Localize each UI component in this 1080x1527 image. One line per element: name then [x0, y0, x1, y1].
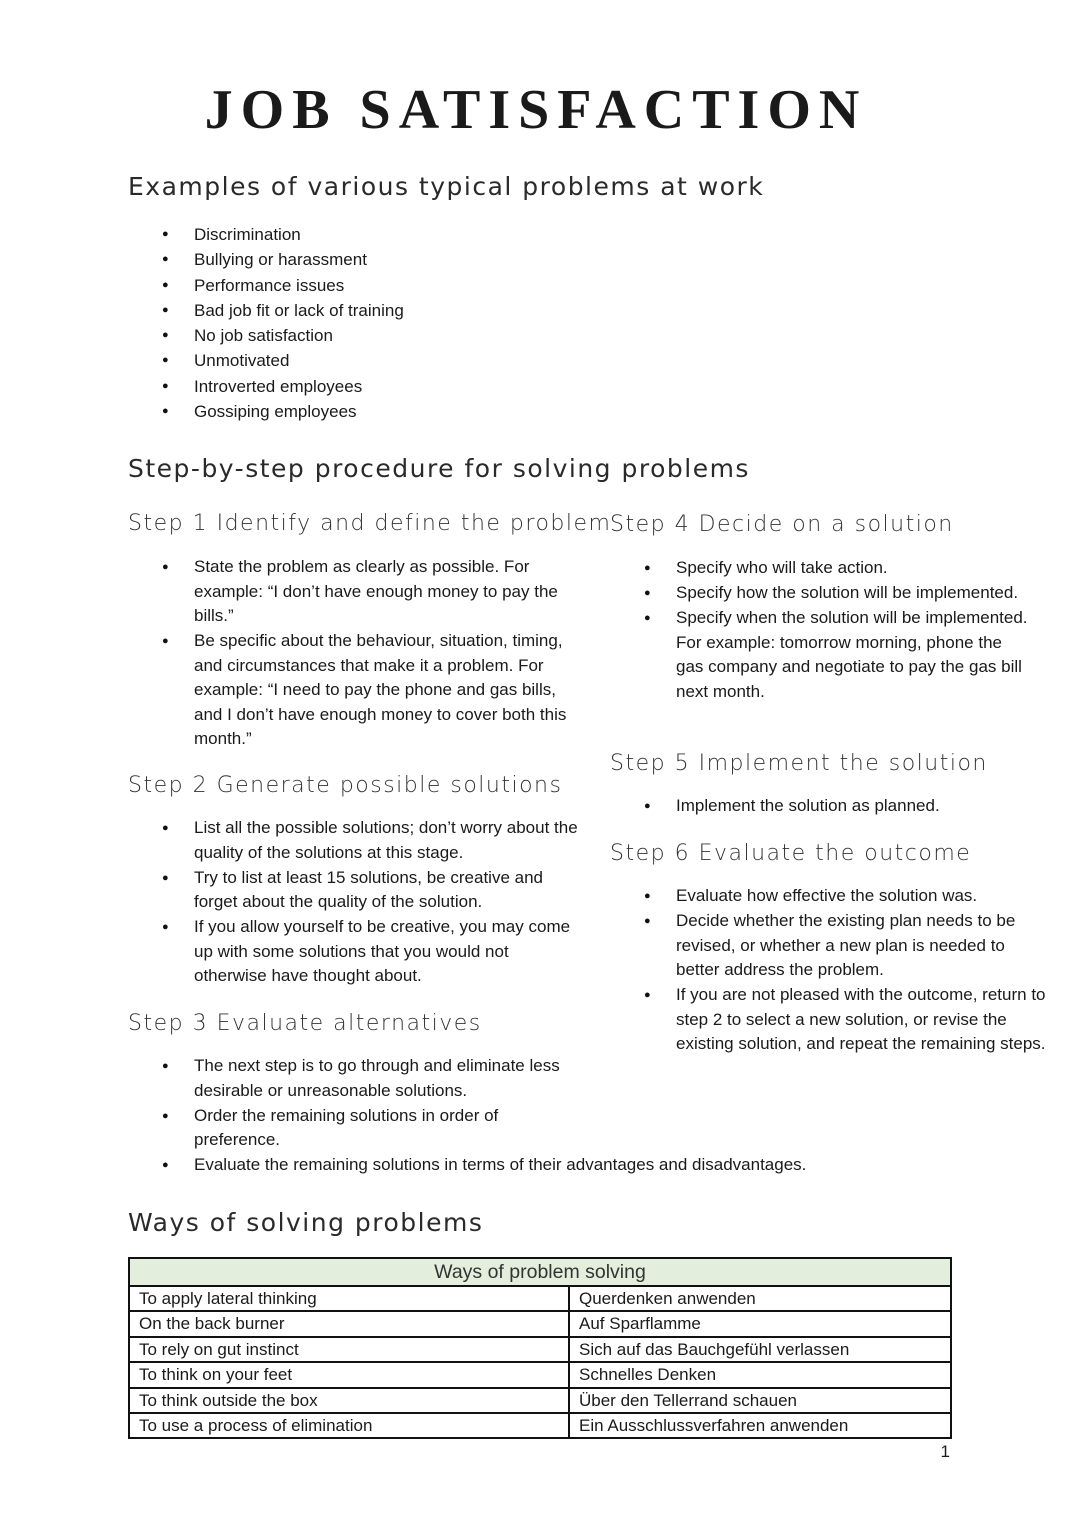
list-item: ● State the problem as clearly as possible. For example: “I don’t have enough money to pay the bills.”: [128, 555, 578, 629]
section-heading-ways: Ways of solving problems: [128, 1208, 484, 1237]
list-item: ● If you allow yourself to be creative, you may come up with some solutions that you would not otherwise have thought about.: [128, 915, 583, 989]
list-item: ● Introverted employees: [128, 374, 728, 399]
table-cell-german: Sich auf das Bauchgefühl verlassen: [569, 1337, 951, 1362]
list-item: ● Specify who will take action.: [610, 556, 1030, 581]
section-heading-procedure: Step-by-step procedure for solving problems: [128, 454, 750, 483]
table-cell-english: To think outside the box: [129, 1388, 569, 1413]
table-cell-english: To use a process of elimination: [129, 1413, 569, 1438]
problems-list: [128, 222, 728, 424]
table-cell-german: Querdenken anwenden: [569, 1286, 951, 1311]
table-caption: Ways of problem solving: [129, 1258, 951, 1286]
step3-heading: Step 3 Evaluate alternatives: [128, 1011, 482, 1036]
list-item: ● Gossiping employees: [128, 399, 728, 424]
list-item: ● Evaluate how effective the solution was.: [610, 884, 1050, 909]
table-row: [129, 1388, 951, 1413]
list-item: ● Unmotivated: [128, 348, 728, 373]
step1-heading: Step 1 Identify and define the problem: [128, 511, 612, 536]
list-item: ● Discrimination: [128, 222, 728, 247]
section-heading-problems: Examples of various typical problems at work: [128, 172, 765, 201]
list-item: ● If you are not pleased with the outcome, return to step 2 to select a new solution, or revise the existing solution, and repeat the remaining steps.: [610, 983, 1050, 1057]
list-item: ● Bullying or harassment: [128, 247, 728, 272]
table-cell-german: Ein Ausschlussverfahren anwenden: [569, 1413, 951, 1438]
step2-heading: Step 2 Generate possible solutions: [128, 773, 563, 798]
table-cell-german: Schnelles Denken: [569, 1362, 951, 1387]
table-row: [129, 1413, 951, 1438]
list-item: ● List all the possible solutions; don’t worry about the quality of the solutions at this stage.: [128, 816, 583, 865]
table-cell-english: To think on your feet: [129, 1362, 569, 1387]
ways-table-container: [128, 1257, 952, 1439]
table-cell-english: To rely on gut instinct: [129, 1337, 569, 1362]
list-item: ● Specify how the solution will be implemented.: [610, 581, 1030, 606]
step4-heading: Step 4 Decide on a solution: [610, 512, 954, 537]
list-item: ● Try to list at least 15 solutions, be creative and forget about the quality of the solution.: [128, 866, 583, 915]
step1-list: [128, 555, 578, 752]
table-cell-german: Über den Tellerrand schauen: [569, 1388, 951, 1413]
list-item: ● Evaluate the remaining solutions in terms of their advantages and disadvantages.: [128, 1153, 954, 1178]
step6-heading: Step 6 Evaluate the outcome: [610, 841, 972, 866]
ways-table: [128, 1257, 952, 1439]
list-item: ● Performance issues: [128, 273, 728, 298]
table-row: [129, 1337, 951, 1362]
table-row: [129, 1311, 951, 1336]
step5-heading: Step 5 Implement the solution: [610, 751, 988, 776]
list-item: ● Decide whether the existing plan needs to be revised, or whether a new plan is needed to better address the problem.: [610, 909, 1050, 983]
table-cell-german: Auf Sparflamme: [569, 1311, 951, 1336]
page-title: JOB SATISFACTION: [204, 79, 868, 141]
step3-list: [128, 1054, 807, 1178]
table-cell-english: To apply lateral thinking: [129, 1286, 569, 1311]
step4-list: [610, 556, 1030, 705]
list-item: ● Specify when the solution will be implemented. For example: tomorrow morning, phone the gas company and negotiate to pay the gas bill next month.: [610, 606, 1030, 704]
list-item: ● Bad job fit or lack of training: [128, 298, 728, 323]
step2-list: [128, 816, 583, 989]
list-item: ● Be specific about the behaviour, situation, timing, and circumstances that make it a problem. For example: “I need to pay the phone and gas bills, and I don’t have enough money to cover both this month.”: [128, 629, 578, 752]
list-item: ● Implement the solution as planned.: [610, 794, 1030, 819]
list-item: ● Order the remaining solutions in order of preference.: [128, 1104, 578, 1153]
table-row: [129, 1362, 951, 1387]
step6-list: [610, 884, 1050, 1057]
table-cell-english: On the back burner: [129, 1311, 569, 1336]
page-number: 1: [940, 1442, 950, 1461]
step5-list: [610, 794, 1030, 819]
table-row: [129, 1286, 951, 1311]
list-item: ● No job satisfaction: [128, 323, 728, 348]
list-item: ● The next step is to go through and eliminate less desirable or unreasonable solutions.: [128, 1054, 578, 1103]
